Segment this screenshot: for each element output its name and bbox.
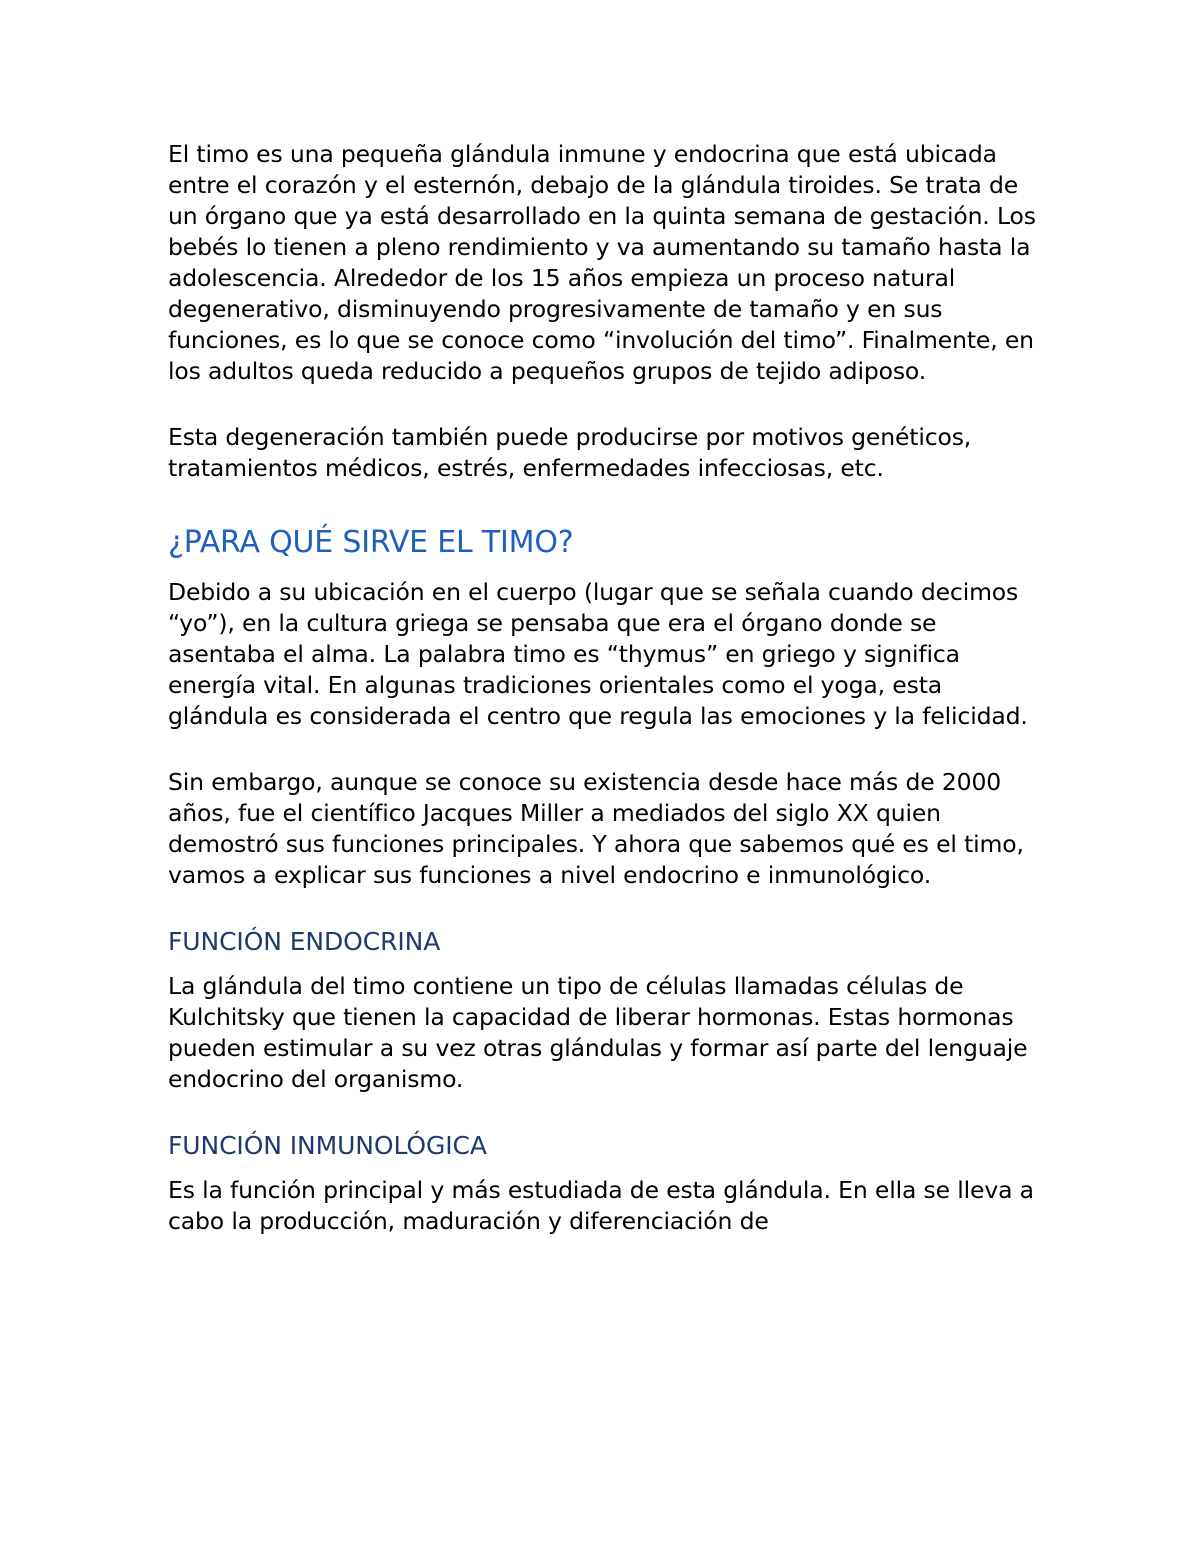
section-heading: ¿PARA QUÉ SIRVE EL TIMO? <box>168 525 574 560</box>
paragraph-section-1: Debido a su ubicación en el cuerpo (lugar que se señala cuando decimos “yo”), en la cultura griega se pensaba que era el órgano donde se asentaba el alma. La palabra timo es “thymus” en griego y significa energía vital. En algunas tradiciones orientales como el yoga, esta glándula es considerada el centro que regula las emociones y la felicidad. <box>168 578 1028 730</box>
paragraph-endocrine-function: La glándula del timo contiene un tipo de células llamadas células de Kulchitsky que tienen la capacidad de liberar hormonas. Estas hormonas pueden estimular a su vez otras glándulas y formar así parte del lenguaje endocrino del organismo. <box>168 972 1028 1093</box>
paragraph-intro-1: El timo es una pequeña glándula inmune y endocrina que está ubicada entre el corazón y el esternón, debajo de la glándula tiroides. Se trata de un órgano que ya está desarrollado en la quinta semana de gestación. Los bebés lo tienen a pleno rendimiento y va aumentando su tamaño hasta la adolescencia. Alrededor de los 15 años empieza un proceso natural degenerativo, disminuyendo progresivamente de tamaño y en sus funciones, es lo que se conoce como “involución del timo”. Finalmente, en los adultos queda reducido a pequeños grupos de tejido adiposo. <box>168 140 1036 385</box>
paragraph-intro-2: Esta degeneración también puede producirse por motivos genéticos, tratamientos médicos, estrés, enfermedades infecciosas, etc. <box>168 423 972 482</box>
subheading-endocrine-function: FUNCIÓN ENDOCRINA <box>168 927 441 956</box>
subheading-immunological-function: FUNCIÓN INMUNOLÓGICA <box>168 1131 487 1160</box>
paragraph-immunological-function: Es la función principal y más estudiada de esta glándula. En ella se lleva a cabo la producción, maduración y diferenciación de <box>168 1176 1034 1235</box>
paragraph-section-2: Sin embargo, aunque se conoce su existencia desde hace más de 2000 años, fue el científico Jacques Miller a mediados del siglo XX quien demostró sus funciones principales. Y ahora que sabemos qué es el timo, vamos a explicar sus funciones a nivel endocrino e inmunológico. <box>168 768 1024 889</box>
document-body <box>168 139 1048 1237</box>
